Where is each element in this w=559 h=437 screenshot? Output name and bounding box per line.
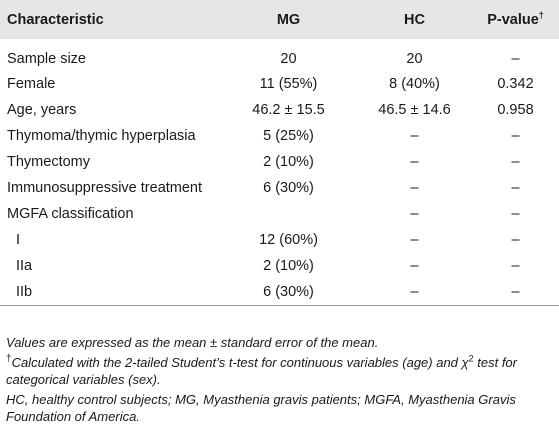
cell-mg: 6 (30%) <box>263 180 314 196</box>
table-body <box>0 39 559 305</box>
table-footnotes <box>6 334 554 428</box>
cell-hc: 46.5 ± 14.6 <box>378 102 451 118</box>
row-label: Thymoma/thymic hyperplasia <box>7 128 196 144</box>
cell-p-value: – <box>511 232 520 248</box>
cell-mg <box>220 201 357 227</box>
cell-hc: – <box>410 206 419 222</box>
table-row <box>0 97 559 123</box>
cell-mg: 12 (60%) <box>259 232 318 248</box>
row-label: Sample size <box>7 50 86 67</box>
footnote-test-text-end: test for categorical variables (sex). <box>6 355 517 387</box>
row-label: Age, years <box>7 102 77 118</box>
footnote-abbreviations: HC, healthy control subjects; MG, Myasthenia gravis patients; MGFA, Myasthenia Gravis Foundation of America. <box>6 392 516 424</box>
footnote-dagger <box>6 354 554 388</box>
dagger-mark: † <box>538 9 544 20</box>
cell-hc: 8 (40%) <box>389 76 440 92</box>
header-row <box>0 0 559 39</box>
row-label: Female <box>7 76 56 92</box>
footnote-test-text: Calculated with the 2-tailed Student’s t-test for continuous variables (age) and χ <box>11 355 469 370</box>
cell-p-value: – <box>511 206 520 222</box>
cell-p-value: – <box>511 180 520 196</box>
header-mg: MG <box>276 11 301 28</box>
cell-mg: 20 <box>280 50 297 67</box>
table-row <box>0 149 559 175</box>
table-row <box>0 39 559 71</box>
row-label: I <box>16 232 21 248</box>
row-label: MGFA classification <box>7 206 134 222</box>
header-p-value <box>472 0 559 39</box>
table-row <box>0 279 559 305</box>
header-hc: HC <box>404 11 425 28</box>
chi-square-superscript: 2 <box>468 353 474 364</box>
cell-hc: – <box>410 258 419 274</box>
cell-p-value: – <box>511 154 520 170</box>
row-label: Thymectomy <box>7 154 90 170</box>
cell-hc: – <box>410 180 419 196</box>
table-row <box>0 123 559 149</box>
table-row <box>0 71 559 97</box>
row-label: IIa <box>16 258 33 274</box>
table-row <box>0 175 559 201</box>
table-row <box>0 227 559 253</box>
cell-hc: 20 <box>406 50 423 67</box>
cell-p-value: 0.958 <box>497 102 534 118</box>
table-row <box>0 253 559 279</box>
cell-hc: – <box>410 232 419 248</box>
row-label: IIb <box>0 279 220 305</box>
cell-mg: 2 (10%) <box>263 258 314 274</box>
cell-mg: 5 (25%) <box>263 128 314 144</box>
row-label: Immunosuppressive treatment <box>7 180 203 196</box>
cell-mg: 11 (55%) <box>259 76 318 92</box>
table-row <box>0 201 559 227</box>
footnote-values: Values are expressed as the mean ± standard error of the mean. <box>6 335 379 350</box>
cell-mg: 6 (30%) <box>220 279 357 305</box>
footnote-dagger-mark: † <box>6 353 12 365</box>
cell-mg: 2 (10%) <box>263 154 314 170</box>
table-header <box>0 0 559 39</box>
cell-p-value: – <box>472 279 559 305</box>
cell-hc: – <box>410 128 419 144</box>
cell-p-value: 0.342 <box>497 76 534 92</box>
cell-mg: 46.2 ± 15.5 <box>252 102 325 118</box>
header-p-value-label: P-value <box>487 11 539 28</box>
cell-hc: – <box>410 154 419 170</box>
cell-p-value: – <box>511 258 520 274</box>
cell-p-value: – <box>511 128 520 144</box>
cell-p-value: – <box>511 50 520 67</box>
header-characteristic: Characteristic <box>7 11 104 28</box>
cell-hc: – <box>357 279 472 305</box>
